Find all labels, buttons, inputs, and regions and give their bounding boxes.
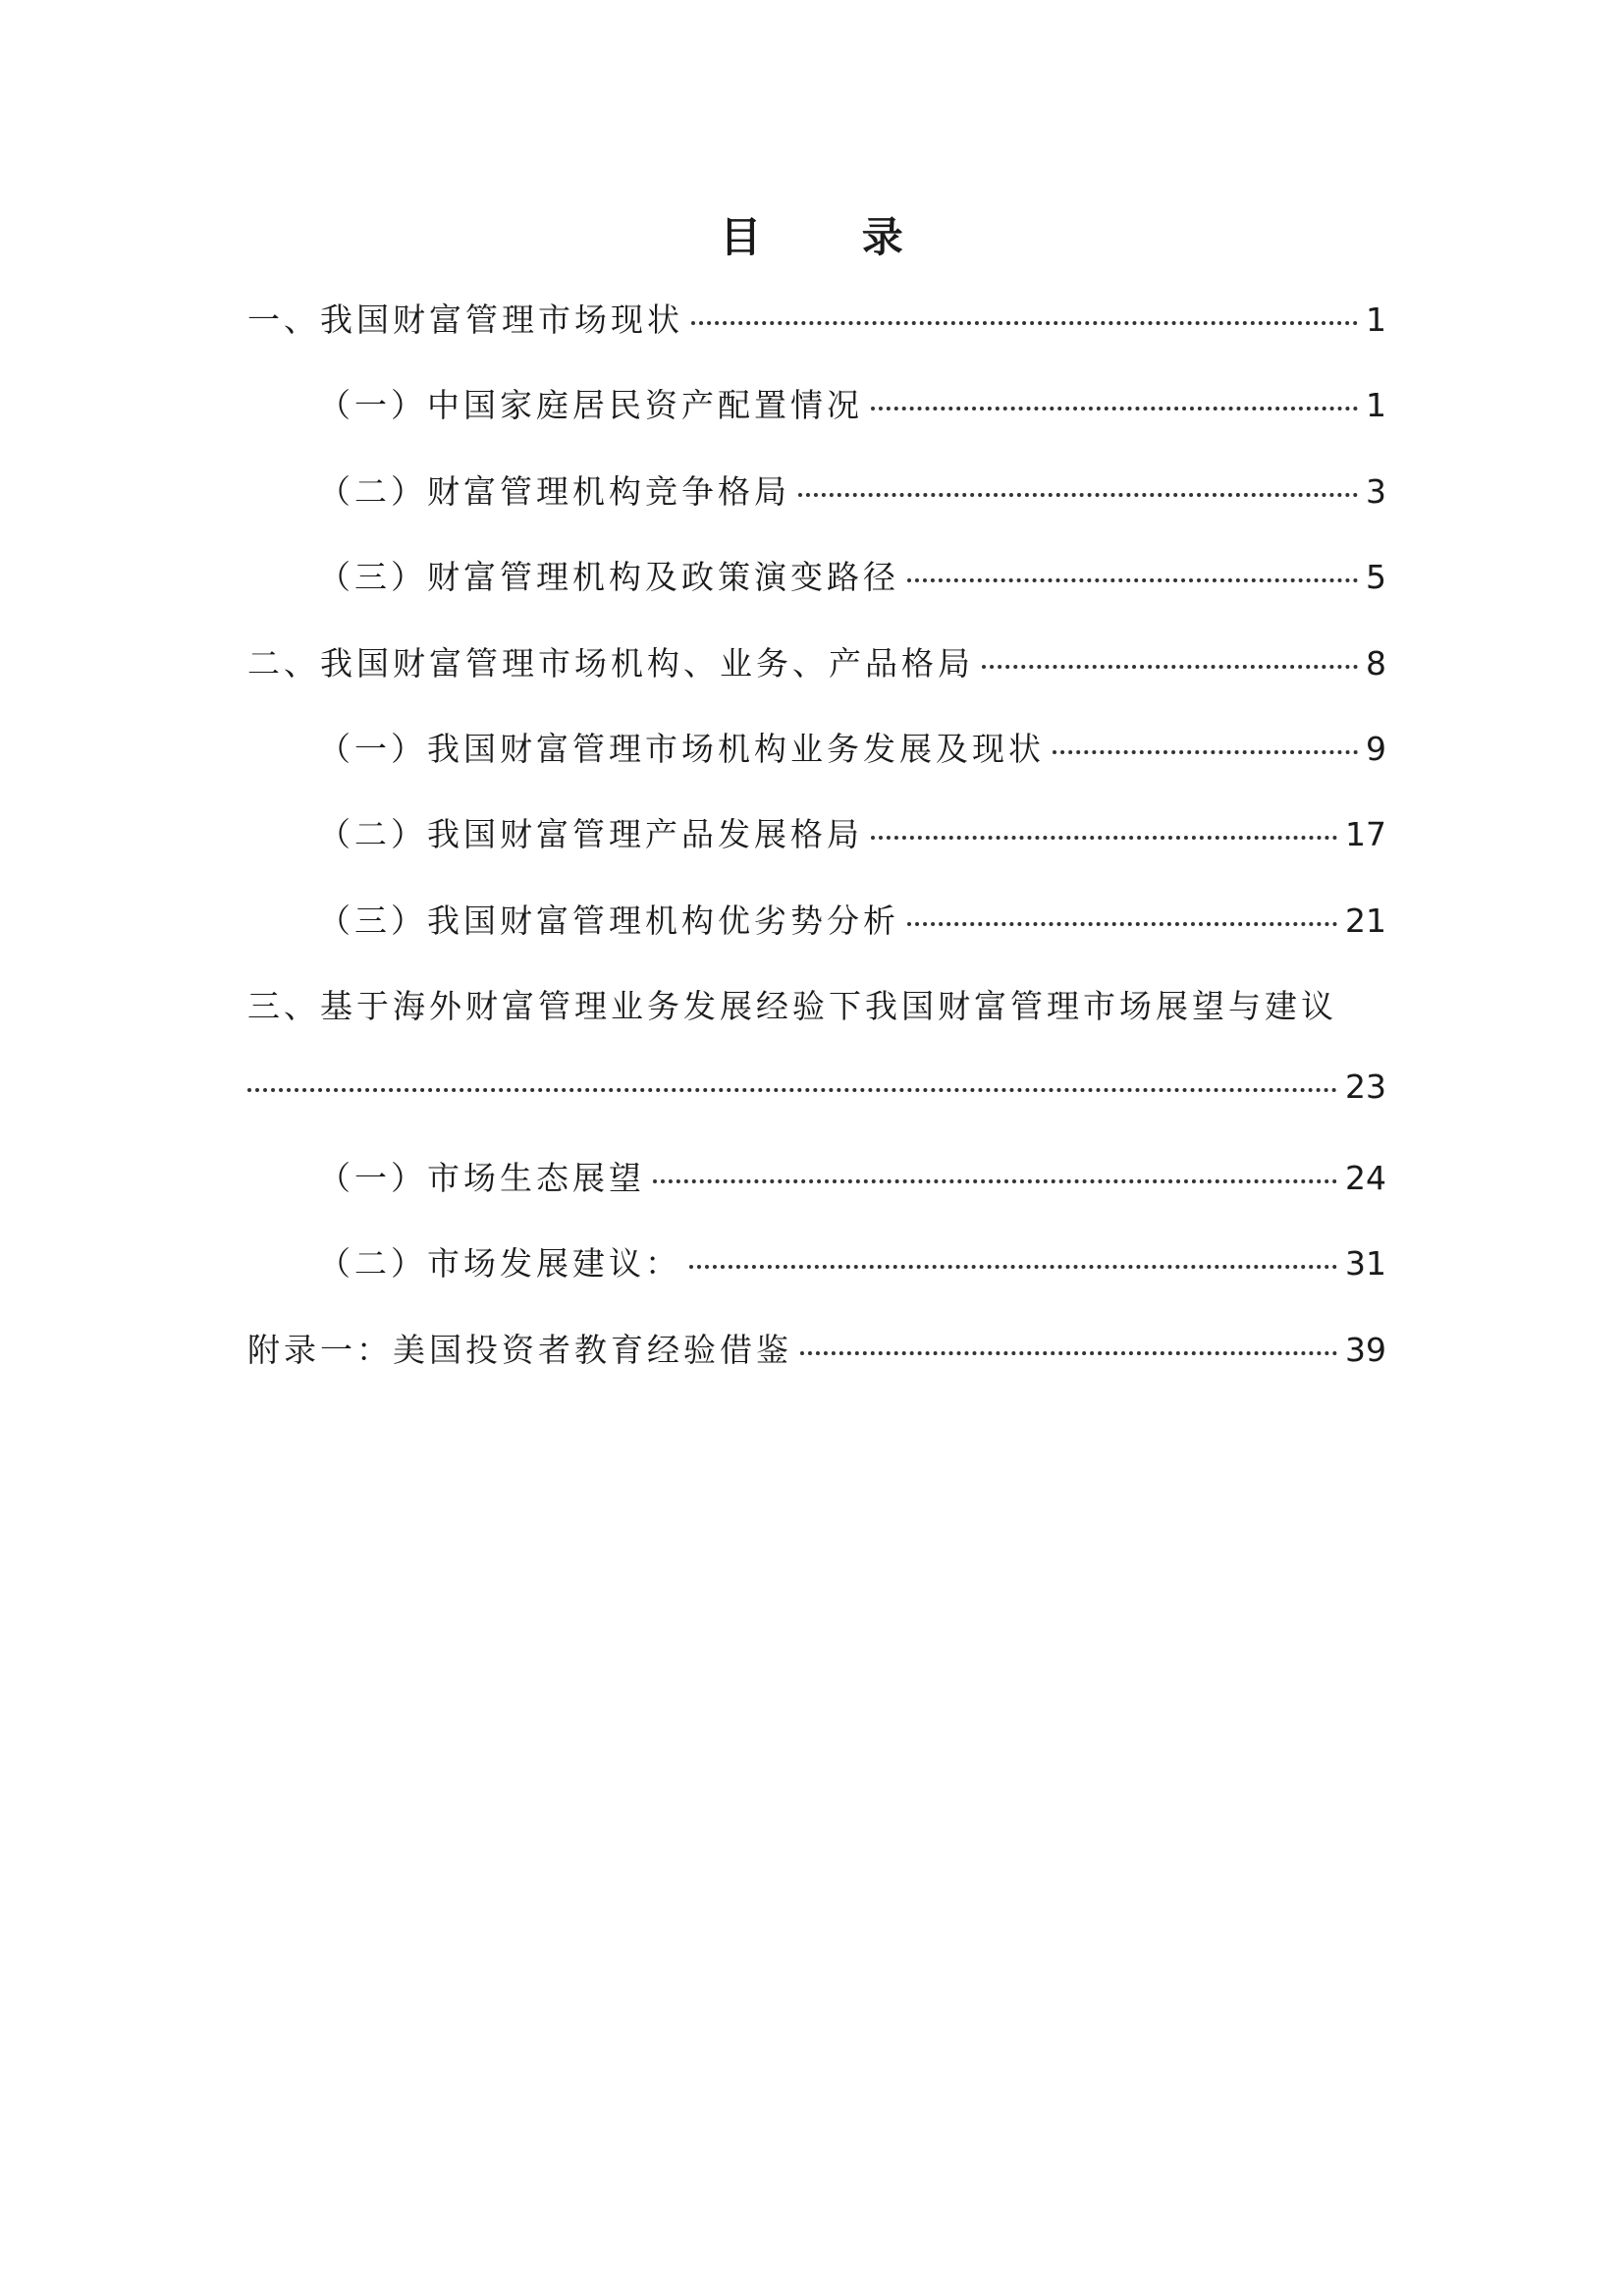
toc-entry-1-1[interactable] bbox=[247, 380, 1386, 465]
toc-page-number: 5 bbox=[1366, 558, 1386, 597]
toc-entry-label: 附录一：美国投资者教育经验借鉴 bbox=[247, 1330, 792, 1369]
toc-entry-label: 三、基于海外财富管理业务发展经验下我国财富管理市场展望与建议 bbox=[247, 987, 1337, 1026]
toc-page-number: 24 bbox=[1345, 1158, 1386, 1197]
toc-entry-label: （三）财富管理机构及政策演变路径 bbox=[318, 558, 899, 597]
toc-page-number: 1 bbox=[1366, 301, 1386, 339]
toc-page-number: 3 bbox=[1366, 471, 1386, 511]
dot-leader bbox=[800, 1351, 1337, 1355]
dot-leader bbox=[871, 836, 1337, 840]
dot-leader bbox=[982, 665, 1358, 669]
toc-page-number: 1 bbox=[1366, 386, 1386, 425]
dot-leader bbox=[798, 493, 1358, 497]
toc-entry-label: （二）市场发展建议： bbox=[318, 1244, 681, 1284]
toc-entry-2[interactable] bbox=[247, 638, 1386, 724]
toc-entry-1-3[interactable] bbox=[247, 552, 1386, 637]
toc-entry-label: （一）中国家庭居民资产配置情况 bbox=[318, 386, 863, 425]
toc-page-number: 31 bbox=[1345, 1244, 1386, 1284]
dot-leader bbox=[653, 1179, 1337, 1183]
toc-entry-3-1[interactable] bbox=[247, 1153, 1386, 1238]
toc-page-number: 8 bbox=[1366, 643, 1386, 683]
toc-page-number: 39 bbox=[1345, 1330, 1386, 1369]
toc-entry-appendix-1[interactable] bbox=[247, 1325, 1386, 1410]
toc-entry-label: （三）我国财富管理机构优劣势分析 bbox=[318, 901, 899, 940]
table-of-contents bbox=[247, 295, 1386, 1410]
dot-leader bbox=[691, 321, 1358, 325]
dot-leader bbox=[907, 578, 1358, 582]
toc-page-number: 9 bbox=[1366, 729, 1386, 768]
toc-page-number: 23 bbox=[1345, 1066, 1386, 1106]
toc-entry-label: （一）我国财富管理市场机构业务发展及现状 bbox=[318, 729, 1045, 768]
toc-title: 目 录 bbox=[720, 213, 947, 261]
toc-entry-label: （二）财富管理机构竞争格局 bbox=[318, 471, 790, 511]
dot-leader bbox=[871, 407, 1358, 410]
toc-entry-label: 二、我国财富管理市场机构、业务、产品格局 bbox=[247, 643, 974, 683]
toc-entry-1[interactable] bbox=[247, 295, 1386, 380]
toc-entry-label: 一、我国财富管理市场现状 bbox=[247, 301, 683, 339]
toc-page-number: 17 bbox=[1345, 815, 1386, 854]
toc-page-number: 21 bbox=[1345, 901, 1386, 940]
toc-entry-2-2[interactable] bbox=[247, 809, 1386, 895]
dot-leader bbox=[689, 1265, 1337, 1269]
toc-entry-3[interactable] bbox=[247, 981, 1386, 1066]
toc-entry-3-2[interactable] bbox=[247, 1238, 1386, 1324]
toc-entry-3-continuation[interactable] bbox=[247, 1067, 1386, 1153]
toc-entry-label: （二）我国财富管理产品发展格局 bbox=[318, 815, 863, 854]
toc-entry-1-2[interactable] bbox=[247, 466, 1386, 552]
dot-leader bbox=[907, 922, 1337, 926]
toc-entry-2-3[interactable] bbox=[247, 896, 1386, 981]
dot-leader bbox=[247, 1088, 1337, 1092]
toc-entry-2-1[interactable] bbox=[247, 724, 1386, 809]
dot-leader bbox=[1053, 750, 1358, 754]
toc-entry-label: （一）市场生态展望 bbox=[318, 1158, 645, 1197]
